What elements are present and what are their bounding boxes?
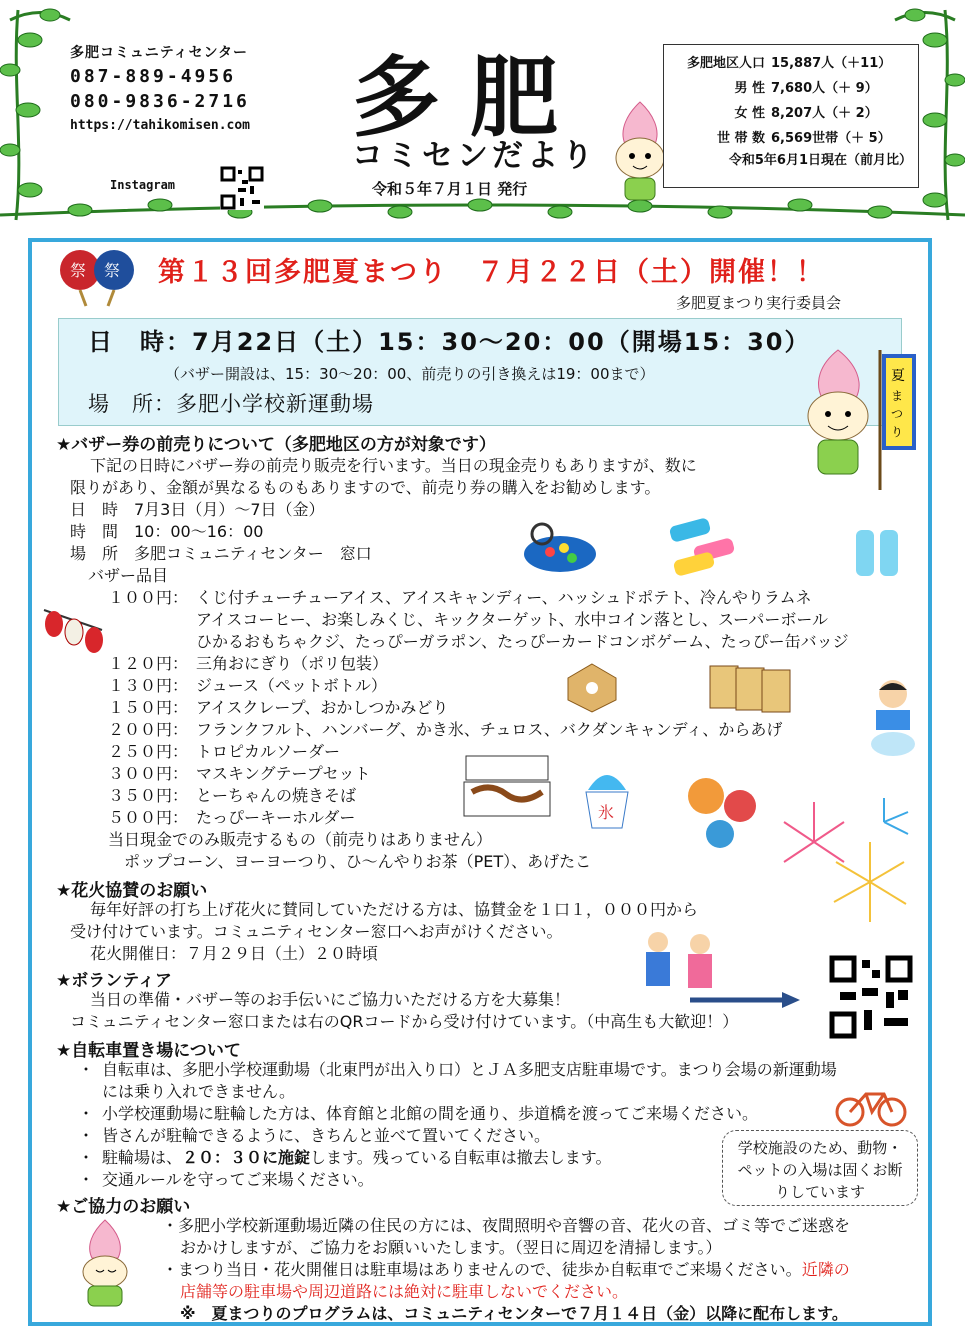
event-headline: 第１３回多肥夏まつり ７月２２日（土）開催！！	[158, 257, 825, 288]
stats-note: 令和5年6月1日現在（前月比）	[728, 153, 912, 168]
price-label: １００円：	[108, 588, 189, 607]
bullet: ・	[78, 1104, 95, 1123]
price-items: アイスコーヒー、お楽しみくじ、キックターゲット、水中コイン落とし、スーパーボール	[196, 610, 829, 629]
fireworks-date: 花火開催日：７月２９日（土）２０時頃	[90, 944, 379, 963]
fireworks-heading: ★花火協賛のお願い	[56, 881, 208, 901]
ice-candy-icon	[660, 512, 750, 578]
price-items: たっぴーキーホルダー	[196, 808, 356, 827]
price-label: ３５０円：	[108, 786, 189, 805]
mascot-with-flag-icon	[790, 340, 930, 500]
phone-2[interactable]: 080-9836-2716	[70, 91, 250, 112]
shaved-ice-icon	[580, 762, 634, 832]
bazaar-items-title: バザー品目	[88, 566, 169, 585]
cash-only-title: 当日現金でのみ販売するもの（前売りはありません）	[108, 830, 493, 849]
price-label: １２０円：	[108, 654, 189, 673]
price-items: トロピカルソーダー	[196, 742, 341, 761]
boy-scooping-icon	[866, 676, 920, 760]
mascot-bowing-icon	[74, 1218, 136, 1310]
price-items: フランクフルト、ハンバーグ、かき氷、チュロス、バクダンキャンディ、からあげ	[196, 720, 783, 739]
presale-text-2: 限りがあり、金額が異なるものもありますので、前売り券の購入をお勧めします。	[70, 478, 661, 497]
cooperation-text-2a: ・まつり当日・花火開催日は駐車場はありませんので、徒歩か自転車でご来場ください。近隣の	[162, 1260, 850, 1279]
newsletter-title: 多肥	[352, 45, 589, 149]
instagram-qr-icon[interactable]	[220, 166, 264, 210]
kids-yukata-icon	[626, 928, 732, 992]
website-link[interactable]: https://tahikomisen.com	[70, 118, 251, 133]
bicycle-text-1b: には乗り入れできません。	[102, 1082, 295, 1101]
volunteer-heading: ★ボランティア	[56, 971, 172, 991]
price-label: ２５０円：	[108, 742, 189, 761]
bullet: ・	[78, 1148, 95, 1167]
water-balloon-yoyo-icon	[680, 772, 770, 852]
svg-text:ま: ま	[891, 389, 904, 403]
pet-notice-box: 学校施設のため、動物・ペットの入場は固くお断りしています	[722, 1130, 918, 1206]
price-items: ひかるおもちゃクジ、たっぴーガラポン、たっぴーカードコンボゲーム、たっぴー缶バッジ	[196, 632, 849, 651]
bullet: ・	[78, 1170, 95, 1189]
issue-date: 令和５年７月１日 発行	[372, 180, 528, 198]
bicycle-text-3: 皆さんが駐輪できるように、きちんと並べて置いてください。	[102, 1126, 551, 1145]
cooperation-text-1a: ・多肥小学校新運動場近隣の住民の方には、夜間照明や音響の音、花火の音、ゴミ等でご迷惑を	[162, 1216, 851, 1235]
cash-only-items: ポップコーン、ヨーヨーつり、ひ～んやりお茶（PET）、あげたこ	[124, 852, 592, 871]
bullet: ・	[78, 1126, 95, 1145]
cards-icon	[706, 662, 796, 714]
price-items: 三角おにぎり（ポリ包装）	[196, 654, 389, 673]
population-stats-box	[663, 44, 919, 188]
price-items: くじ付チューチューアイス、アイスキャンディー、ハッシュドポテト、冷んやりラムネ	[196, 588, 812, 607]
bicycle-icon	[834, 1082, 908, 1128]
bicycle-text-2: 小学校運動場に駐輪した方は、体育館と北館の間を通り、歩道橋を渡ってご来場ください。	[102, 1104, 759, 1123]
price-items: ジュース（ペットボトル）	[196, 676, 387, 695]
arrow-right-icon	[688, 990, 802, 1010]
phone-1[interactable]: 087-889-4956	[70, 66, 237, 87]
event-place: 場 所：多肥小学校新運動場	[88, 392, 374, 416]
flag-text-char: 夏	[891, 368, 905, 384]
newsletter-subtitle: コミセンだより	[352, 138, 597, 174]
price-items: とーちゃんの焼きそば	[196, 786, 357, 805]
ramune-bottle-icon	[850, 520, 906, 580]
svg-text:り: り	[891, 425, 904, 439]
presale-date: 日 時 7月3日（月）～7日（金）	[70, 500, 325, 519]
fireworks-text-1: 毎年好評の打ち上げ花火に賛同していただける方は、協賛金を１口１，０００円から	[90, 900, 699, 919]
price-label: ５００円：	[108, 808, 189, 827]
presale-place: 場 所 多肥コミュニティセンター 窓口	[70, 544, 372, 563]
festival-fan-icon	[56, 246, 140, 308]
svg-text:祭: 祭	[104, 261, 121, 280]
cooperation-text-2c: 店舗等の駐車場や周辺道路には絶対に駐車しないでください。	[180, 1282, 629, 1301]
volunteer-text-2: コミュニティセンター窓口または右のQRコードから受け付けています。（中高生も大歓迎！）	[70, 1012, 739, 1031]
lantern-icon	[40, 600, 106, 664]
price-label: １３０円：	[108, 676, 189, 695]
contact-block	[70, 42, 300, 133]
svg-text:つ: つ	[891, 407, 904, 421]
program-notice: ※ 夏まつりのプログラムは、コミュニティセンターで７月１４日（金）以降に配布します。	[180, 1304, 848, 1323]
price-items: アイスクレープ、おかしつかみどり	[196, 698, 449, 717]
lock-time: ２０：３０に施錠	[182, 1148, 311, 1167]
stats-row: 男 性 7,680人（＋ 9）	[734, 81, 878, 96]
instagram-label: Instagram	[110, 178, 176, 192]
bicycle-text-5: 交通ルールを守ってご来場ください。	[102, 1170, 374, 1189]
bicycle-text-4: 駐輪場は、２０：３０に施錠します。残っている自転車は撤去します。	[102, 1148, 612, 1167]
presale-time: 時 間 10：00～16：00	[70, 522, 264, 541]
stats-row: 多肥地区人口 15,887人（＋11）	[686, 56, 892, 71]
svg-text:祭: 祭	[70, 261, 87, 280]
presale-heading: ★バザー券の前売りについて（多肥地区の方が対象です）	[56, 435, 496, 455]
event-datetime: 日 時：7月22日（土）15：30～20：00（開場15：30）	[88, 328, 811, 356]
svg-text:氷: 氷	[598, 803, 615, 822]
bicycle-heading: ★自転車置き場について	[56, 1041, 241, 1061]
yakisoba-icon	[460, 752, 554, 824]
bullet: ・	[78, 1060, 95, 1079]
bicycle-text-1a: 自転車は、多肥小学校運動場（北東門が出入り口）とＪＡ多肥支店駐車場です。まつり会場の新運動場	[102, 1060, 837, 1079]
bazaar-hours-note: （バザー開設は、15：30～20：00、前売りの引き換えは19：00まで）	[165, 365, 655, 383]
volunteer-qr-code-icon[interactable]	[828, 954, 914, 1040]
fireworks-icon	[774, 792, 916, 930]
fireworks-text-2: 受け付けています。コミュニティセンター窓口へお声がけください。	[70, 922, 563, 941]
organizer: 多肥夏まつり実行委員会	[676, 294, 842, 312]
cooperation-text-1b: おかけしますが、ご協力をお願いいたします。（翌日に周辺を清掃します。）	[180, 1238, 722, 1257]
lottery-wheel-icon	[560, 660, 624, 716]
cooperation-heading: ★ご協力のお願い	[56, 1197, 191, 1217]
price-items: マスキングテープセット	[196, 764, 371, 783]
superball-game-icon	[520, 512, 600, 576]
presale-text-1: 下記の日時にバザー券の前売り販売を行います。当日の現金売りもありますが、数に	[90, 456, 697, 475]
price-label: ３００円：	[108, 764, 189, 783]
price-label: ２００円：	[108, 720, 189, 739]
org-name: 多肥コミュニティセンター	[70, 45, 249, 61]
price-label: １５０円：	[108, 698, 189, 717]
stats-row: 女 性 8,207人（＋ 2）	[734, 106, 878, 121]
volunteer-text-1: 当日の準備・バザー等のお手伝いにご協力いただける方を大募集！	[90, 990, 571, 1009]
stats-row: 世 帯 数 6,569世帯（＋ 5）	[716, 131, 891, 146]
